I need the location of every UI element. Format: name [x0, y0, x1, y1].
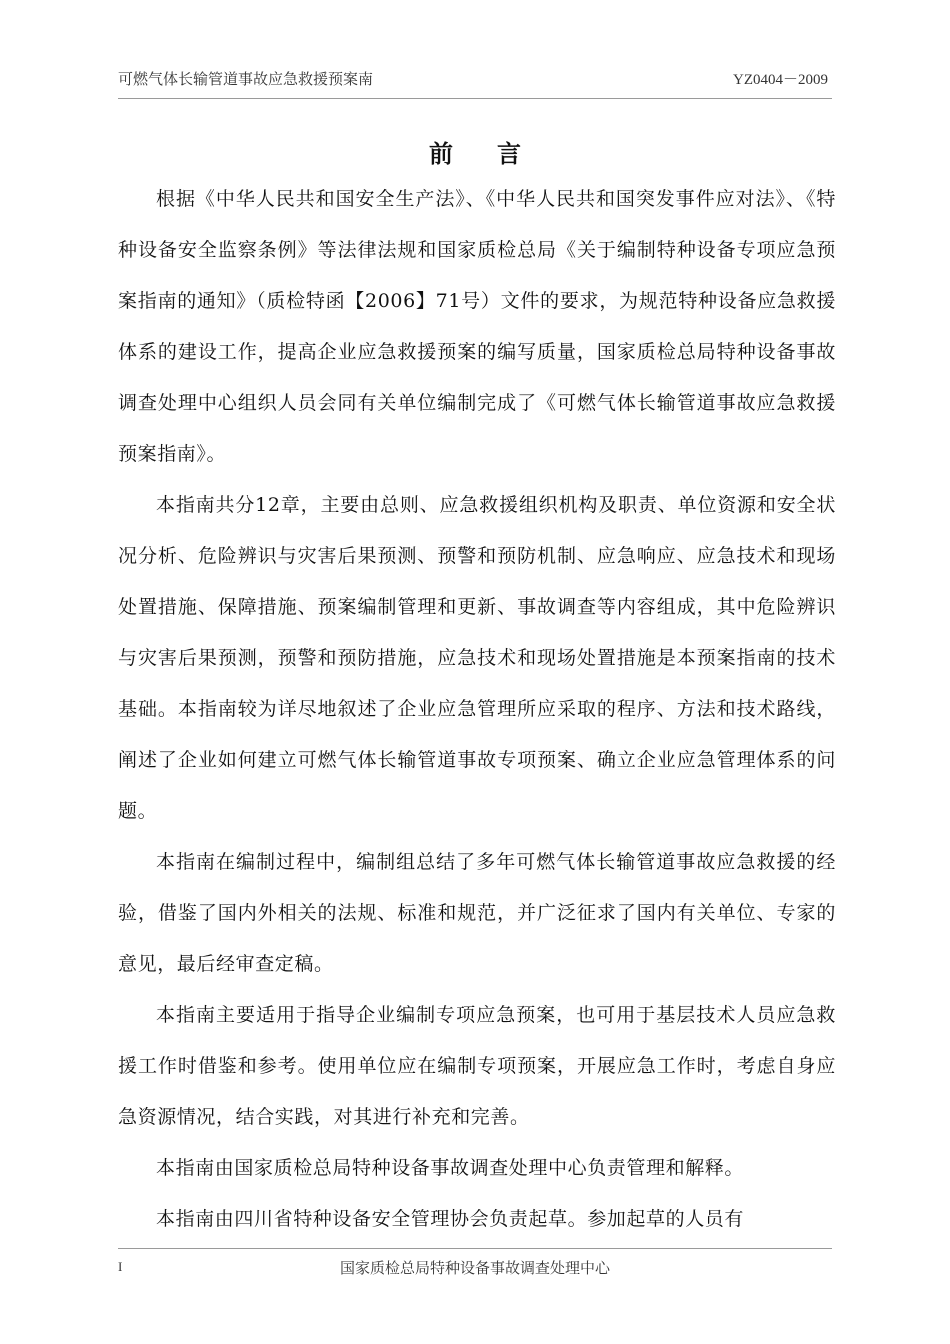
paragraph-4: 本指南主要适用于指导企业编制专项应急预案，也可用于基层技术人员应急救援工作时借鉴和参考。使用单位应在编制专项预案，开展应急工作时，考虑自身应急资源情况，结合实践，对其进行补充和完善。	[118, 1004, 836, 1128]
header-document-title: 可燃气体长输管道事故应急救援预案南	[118, 70, 374, 88]
paragraph-2: 本指南共分12章，主要由总则、应急救援组织机构及职责、单位资源和安全状况分析、危险辨识与灾害后果预测、预警和预防机制、应急响应、应急技术和现场处置措施、保障措施、预案编制管理和更新、事故调查等内容组成，其中危险辨识与灾害后果预测，预警和预防措施，应急技术和现场处置措施是本预案指南的技术基础。本指南较为详尽地叙述了企业应急管理所应采取的程序、方法和技术路线，阐述了企业如何建立可燃气体长输管道事故专项预案、确立企业应急管理体系的问题。	[118, 494, 836, 822]
paragraph-6: 本指南由四川省特种设备安全管理协会负责起草。参加起草的人员有	[156, 1208, 745, 1230]
page-number: I	[118, 1259, 123, 1274]
paragraph-1: 根据《中华人民共和国安全生产法》、《中华人民共和国突发事件应对法》、《特种设备安全监察条例》等法律法规和国家质检总局《关于编制特种设备专项应急预案指南的通知》（质检特函【2006】71号）文件的要求，为规范特种设备应急救援体系的建设工作，提高企业应急救援预案的编写质量，国家质检总局特种设备事故调查处理中心组织人员会同有关单位编制完成了《可燃气体长输管道事故应急救援预案指南》。	[118, 188, 836, 465]
page-title: 前言	[429, 140, 565, 168]
page-footer	[118, 1248, 832, 1289]
page-header	[118, 62, 832, 99]
document-body	[118, 174, 836, 1245]
footer-organization: 国家质检总局特种设备事故调查处理中心	[339, 1259, 610, 1277]
paragraph-3: 本指南在编制过程中，编制组总结了多年可燃气体长输管道事故应急救援的经验，借鉴了国内外相关的法规、标准和规范，并广泛征求了国内有关单位、专家的意见，最后经审查定稿。	[118, 851, 836, 975]
header-document-code: YZ0404－2009	[733, 72, 828, 88]
paragraph-5: 本指南由国家质检总局特种设备事故调查处理中心负责管理和解释。	[156, 1157, 745, 1179]
